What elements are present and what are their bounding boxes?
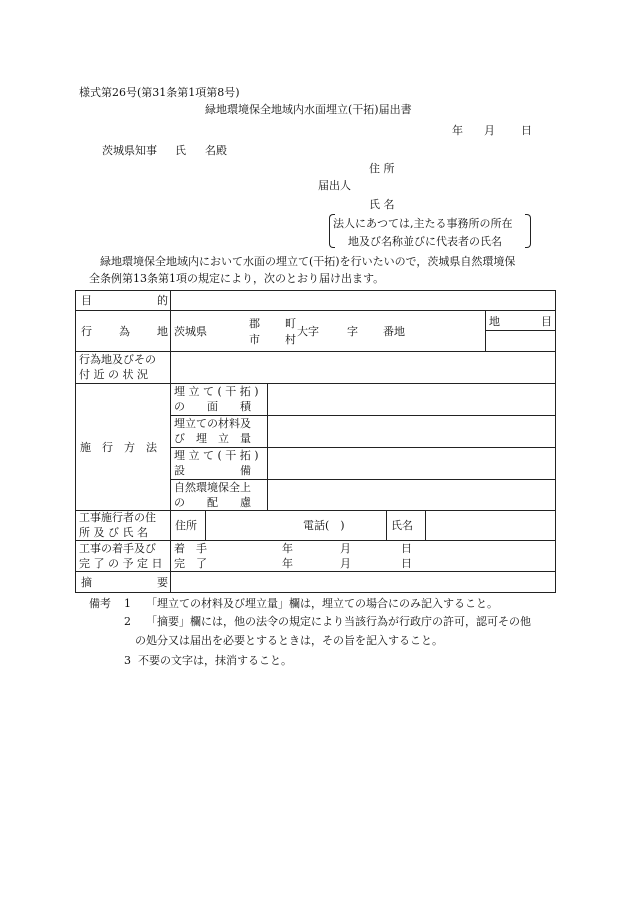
schedule-end-year: 年 [282, 557, 293, 570]
addressee-shi: 氏 [175, 144, 186, 157]
schedule-end-label: 完 了 [174, 557, 207, 570]
note-3-number: 3 [124, 654, 131, 667]
schedule-start-label: 着 手 [174, 542, 207, 555]
note-3-text: 不要の文字は，抹消すること。 [138, 654, 292, 667]
method-label: 施 行 方 法 [80, 441, 157, 454]
addressee-governor: 茨城県知事 [102, 144, 157, 157]
notification-table [75, 290, 556, 593]
land-category-label-2: 目 [541, 315, 552, 328]
method-consideration-label-line1: 自然環境保全上 [174, 481, 251, 494]
contractor-phone-label: 電話( ) [303, 519, 345, 532]
method-material-label-line2: び 埋 立 量 [174, 432, 251, 445]
form-title: 緑地環境保全地域内水面埋立(干拓)届出書 [205, 103, 412, 116]
location-oaza: 大字 [297, 325, 319, 338]
location-machi: 町 [285, 317, 296, 330]
location-mura: 村 [285, 333, 296, 346]
land-category-label-1: 地 [489, 315, 500, 328]
corp-note-line2: 地及び名称並びに代表者の氏名 [348, 235, 502, 248]
contractor-label-line1: 工事施行者の住 [79, 511, 156, 524]
remarks-label-2: 要 [157, 576, 168, 589]
contractor-label-line2: 所 及 び 氏 名 [79, 526, 148, 539]
corp-note-line1: 法人にあつては,主たる事務所の所在 [333, 217, 513, 230]
date-day-label: 日 [521, 124, 532, 137]
method-material-label-line1: 埋立ての材料及 [174, 417, 251, 430]
method-consideration-label-line2: の 配 慮 [174, 496, 251, 509]
notes-label: 備考 [89, 597, 111, 610]
surroundings-label-line1: 行為地及びその [79, 353, 156, 366]
location-label-2: 為 [119, 325, 130, 338]
form-number: 様式第26号(第31条第1項第8号) [79, 86, 240, 99]
addressee-mei: 名殿 [205, 144, 227, 157]
note-1-number: 1 [124, 597, 131, 610]
location-shi: 市 [249, 333, 260, 346]
schedule-end-day: 日 [401, 557, 412, 570]
purpose-label-1: 目 [81, 294, 92, 307]
schedule-label-line1: 工事の着手及び [79, 542, 156, 555]
statement-line2: 全条例第13条第1項の規定により，次のとおり届け出ます。 [89, 272, 385, 285]
contractor-name-label: 氏名 [391, 519, 413, 532]
location-label-1: 行 [81, 325, 92, 338]
location-label-3: 地 [157, 325, 168, 338]
method-area-label-line1: 埋 立 て ( 干 拓 ) [174, 385, 259, 398]
note-2-text-continued: の処分又は届出を必要とするときは，その旨を記入すること。 [135, 634, 443, 647]
date-month-label: 月 [484, 124, 495, 137]
note-1-text: 「埋立ての材料及び埋立量」欄は，埋立ての場合にのみ記入すること。 [146, 597, 498, 610]
location-aza: 字 [347, 325, 358, 338]
schedule-start-year: 年 [282, 542, 293, 555]
method-facility-label-line2: 設 備 [174, 464, 251, 477]
applicant-address-label: 住 所 [369, 162, 395, 175]
statement-line1: 緑地環境保全地域内において水面の埋立て(干拓)を行いたいので，茨城県自然環境保 [100, 255, 516, 268]
schedule-start-month: 月 [340, 542, 351, 555]
note-2-number: 2 [124, 615, 131, 628]
schedule-start-day: 日 [401, 542, 412, 555]
schedule-label-line2: 完 了 の 予 定 日 [79, 557, 163, 570]
method-area-label-line2: の 面 積 [174, 400, 251, 413]
purpose-label-2: 的 [157, 294, 168, 307]
location-gun: 郡 [249, 317, 260, 330]
surroundings-label-line2: 付 近 の 状 況 [79, 368, 148, 381]
applicant-name-label: 氏 名 [369, 198, 395, 211]
applicant-role-label: 届出人 [318, 179, 351, 192]
date-year-label: 年 [452, 124, 463, 137]
corp-note-right-bracket [525, 214, 531, 248]
remarks-label-1: 摘 [81, 576, 92, 589]
contractor-address-label: 住所 [175, 519, 197, 532]
location-banchi: 番地 [383, 325, 405, 338]
schedule-end-month: 月 [340, 557, 351, 570]
method-facility-label-line1: 埋 立 て ( 干 拓 ) [174, 449, 259, 462]
note-2-text: 「摘要」欄には，他の法令の規定により当該行為が行政庁の許可，認可その他 [146, 615, 531, 628]
location-prefecture: 茨城県 [174, 325, 207, 338]
